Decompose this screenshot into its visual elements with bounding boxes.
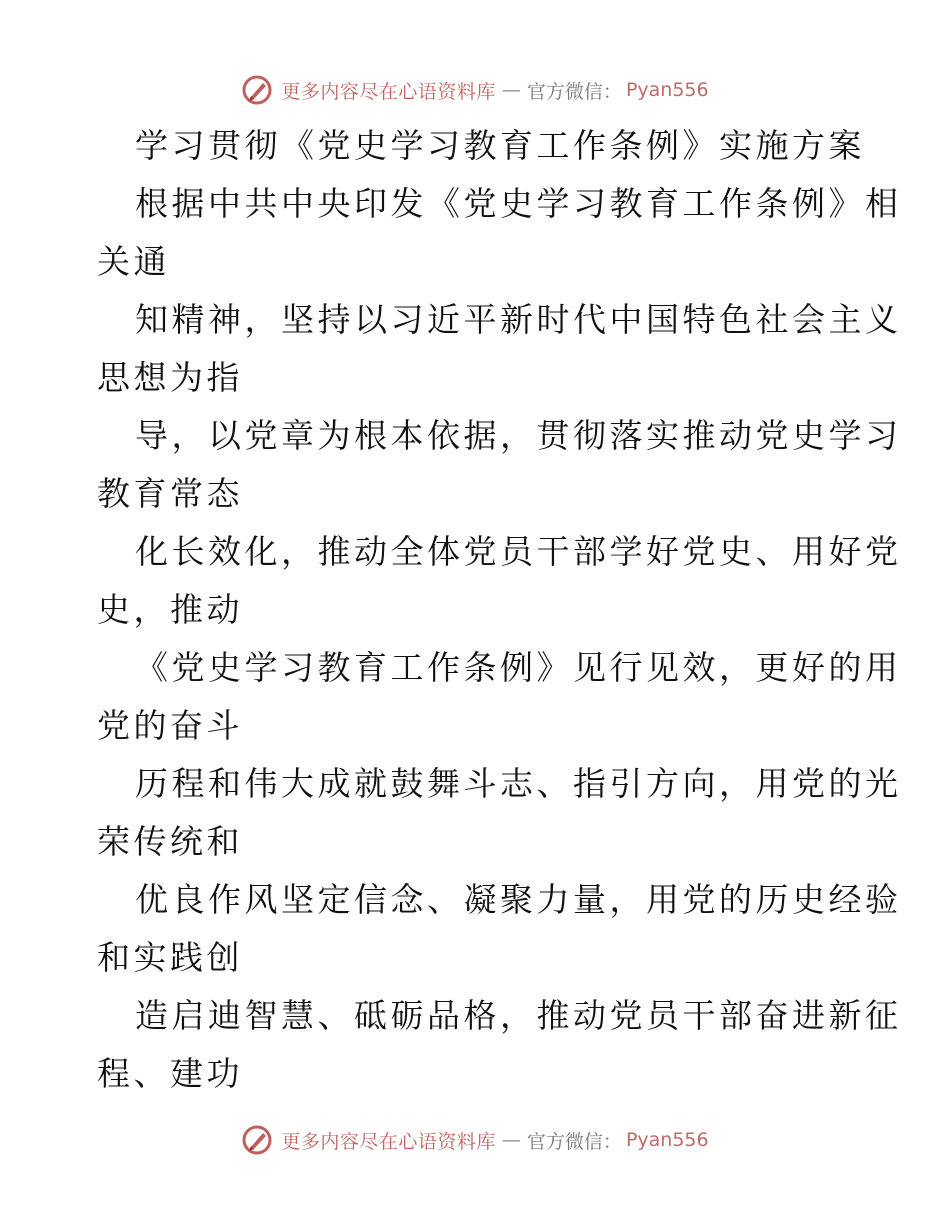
paragraph-line: 根据中共中央印发《党史学习教育工作条例》相 [135, 184, 902, 223]
paragraph-line: 关通 [97, 242, 170, 281]
paragraph-line: 史，推动 [97, 590, 243, 629]
paragraph-line: 程、建功 [97, 1054, 243, 1093]
paragraph-line: 造启迪智慧、砥砺品格，推动党员干部奋进新征 [135, 996, 902, 1035]
watermark-label: 官方微信： [526, 1130, 622, 1153]
watermark-text: 更多内容尽在心语资料库 [281, 1130, 496, 1153]
watermark-label: 官方微信： [526, 80, 622, 103]
pen-circle-logo-icon [241, 74, 273, 106]
paragraph-line: 党的奋斗 [97, 706, 243, 745]
paragraph-line: 教育常态 [97, 474, 243, 513]
header-watermark [0, 70, 950, 110]
paragraph-line: 知精神，坚持以习近平新时代中国特色社会主义 [135, 300, 902, 339]
watermark-text: 更多内容尽在心语资料库 [281, 80, 496, 103]
paragraph-line: 和实践创 [97, 938, 243, 977]
paragraph-line: 历程和伟大成就鼓舞斗志、指引方向，用党的光 [135, 764, 902, 803]
footer-watermark [0, 1120, 950, 1160]
document-title: 学习贯彻《党史学习教育工作条例》实施方案 [135, 126, 865, 165]
watermark-id: Pyan556 [625, 79, 709, 101]
pen-circle-logo-icon [241, 1124, 273, 1156]
watermark-separator: — [501, 1129, 521, 1151]
paragraph-line: 荣传统和 [97, 822, 243, 861]
paragraph-line: 导，以党章为根本依据，贯彻落实推动党史学习 [135, 416, 902, 455]
paragraph-line: 化长效化，推动全体党员干部学好党史、用好党 [135, 532, 902, 571]
paragraph-line: 思想为指 [97, 358, 243, 397]
watermark-id: Pyan556 [625, 1129, 709, 1151]
watermark-separator: — [501, 79, 521, 101]
paragraph-line: 优良作风坚定信念、凝聚力量，用党的历史经验 [135, 880, 902, 919]
paragraph-line: 《党史学习教育工作条例》见行见效，更好的用 [135, 648, 902, 687]
